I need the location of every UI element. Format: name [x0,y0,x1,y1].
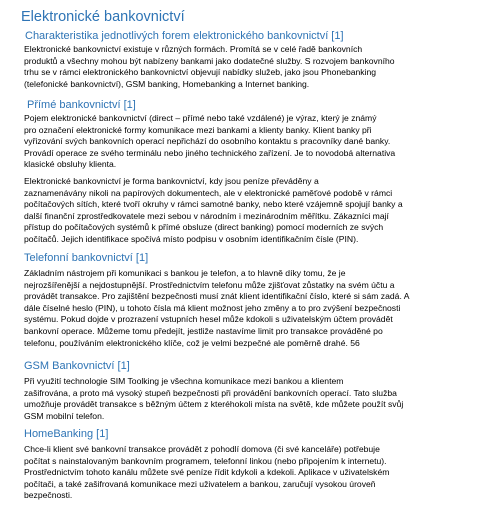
section-heading-homebanking: HomeBanking [1] [24,428,109,440]
section-paragraph-telephone-banking: Základním nástrojem při komunikaci s bankou je telefon, a to hlavně díky tomu, že je nejrozšířenější a nejdostupnější. Prostřednictvím telefonu může zjišťovat zůstatky na svém účtu a provádět transakce. Pro zajištění bezpečnosti musí znát klient identifikační číslo, které si sám zadá. A dále číselné heslo (PIN), u tohoto čísla má klient možnost jeho změny a to pro zvýšení bezpečnosti systému. Pokud dojde v prozrazení vstupních hesel může kdokoli s uživatelským účtem provádět bankovní operace. Můžeme tomu předejít, jestliže nastavíme limit pro transakce prováděné po telefonu, používáním elektronického klíče, což je velmi bezpečné ale poměrně drahé. 56 [24,268,410,348]
section-heading-gsm-banking: GSM Bankovnictví [1] [24,360,130,372]
page-title: Elektronické bankovnictví [21,9,185,25]
section-heading-characteristics: Charakteristika jednotlivých forem elektronického bankovnictví [1] [25,30,344,42]
section-paragraph-direct-banking-1: Pojem elektronické bankovnictví (direct – přímé nebo také vzdálené) je výraz, který je známý pro označení elektronické formy komunikace mezi bankami a klienty banky. Klient banky při vyřizování svých bankovních operací nepřichází do osobního kontaktu s pracovníky dané banky. Provádí operace ze svého terminálu nebo jiného technického zařízení. Je to novodobá alternativa klasické obsluhy klienta. [24,113,396,170]
section-paragraph-characteristics: Elektronické bankovnictví existuje v různých formách. Promítá se v celé řadě bankovních produktů a všechny mohou být nabízeny bankami jako dodatečné služby. S rozvojem bankovního trhu se v rámci elektronického bankovnictví objevují nabídky služeb, jako jsou Phonebanking (telefonické bankovnictví), GSM banking, Homebanking a Internet banking. [24,44,395,89]
section-paragraph-direct-banking-2: Elektronické bankovnictví je forma bankovnictví, kdy jsou peníze převáděny a zaznamenávány nikoli na papírových dokumentech, ale v elektronické paměťové podobě v rámci počítačových sítích, které tvoří okruhy v rámci samotné banky, nebo které vzájemně spojují banky a další finanční zprostředkovatele mezi sebou v národním i mezinárodním měřítku. Zákazníci mají přístup do počítačových systémů k přímé obsluze (direct banking) pomocí moderních ze svých počítačů. Jejich identifikace spočívá místo podpisu v osobním identifikačním čísle (PIN). [24,176,403,244]
section-heading-telephone-banking: Telefonní bankovnictví [1] [24,252,149,264]
section-paragraph-gsm-banking: Při využití technologie SIM Toolking je všechna komunikace mezi bankou a klientem zašifrována, a proto má vysoký stupeň bezpečnosti při provádění bankovních operací. Tato služba umožňuje provádět transakce s běžným účtem z kteréhokoli místa na světě, kde můžete použít svůj GSM mobilní telefon. [24,376,404,421]
section-paragraph-homebanking: Chce-li klient své bankovní transakce provádět z pohodlí domova (či své kanceláře) potřebuje počítat s nainstalovaným bankovním programem, telefonní linkou (nebo připojením k internetu). Prostřednictvím tohoto kanálu můžete své peníze řídit kdykoli a kdekoli. Aplikace v uživatelském počítači, a také zašifrovaná komunikace mezi uživatelem a bankou, zaručují vysokou úroveň bezpečnosti. [24,444,390,501]
section-heading-direct-banking: Přímé bankovnictví [1] [27,99,136,111]
